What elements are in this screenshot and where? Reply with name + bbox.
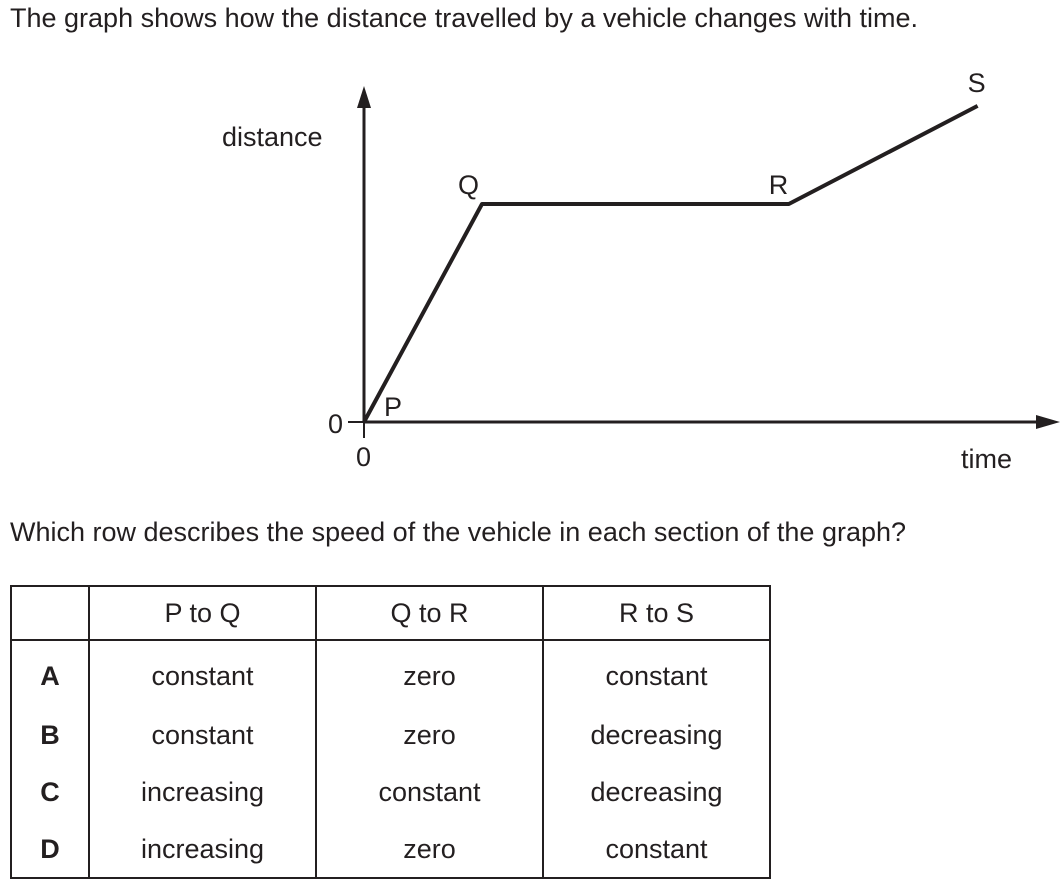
- point-label-s: S: [967, 67, 986, 98]
- question-prompt: Which row describes the speed of the vehicle in each section of the graph?: [10, 517, 907, 547]
- option-row-b[interactable]: [11, 707, 770, 764]
- option-letter[interactable]: D: [11, 821, 89, 878]
- x-origin-label: 0: [356, 442, 372, 472]
- x-axis-label: time: [961, 444, 1013, 474]
- question-intro: The graph shows how the distance travelled by a vehicle changes with time.: [10, 3, 918, 33]
- y-axis-label: distance: [222, 122, 323, 152]
- point-label-r: R: [768, 170, 789, 200]
- table-cell: zero: [316, 640, 543, 707]
- header-q-to-r: Q to R: [316, 586, 543, 640]
- table-cell: zero: [316, 707, 543, 764]
- header-corner-cell: [11, 586, 89, 640]
- table-cell: constant: [316, 764, 543, 821]
- option-letter[interactable]: A: [11, 640, 89, 707]
- table-cell: constant: [89, 640, 316, 707]
- x-axis-arrowhead: [1036, 415, 1060, 429]
- point-label-p: P: [384, 392, 403, 422]
- y-origin-label: 0: [328, 409, 344, 439]
- table-cell: decreasing: [543, 764, 770, 821]
- header-r-to-s: R to S: [543, 586, 770, 640]
- point-label-q: Q: [458, 170, 480, 200]
- option-row-d[interactable]: [11, 821, 770, 878]
- y-axis-arrowhead: [357, 86, 371, 108]
- table-cell: constant: [89, 707, 316, 764]
- table-cell: increasing: [89, 821, 316, 878]
- option-row-a[interactable]: [11, 640, 770, 707]
- answer-table: [10, 585, 771, 879]
- table-cell: zero: [316, 821, 543, 878]
- distance-time-line: [364, 106, 978, 422]
- table-cell: increasing: [89, 764, 316, 821]
- header-p-to-q: P to Q: [89, 586, 316, 640]
- header-row: [11, 586, 770, 640]
- table-cell: decreasing: [543, 707, 770, 764]
- option-letter[interactable]: C: [11, 764, 89, 821]
- option-row-c[interactable]: [11, 764, 770, 821]
- table-cell: constant: [543, 640, 770, 707]
- table-cell: constant: [543, 821, 770, 878]
- option-letter[interactable]: B: [11, 707, 89, 764]
